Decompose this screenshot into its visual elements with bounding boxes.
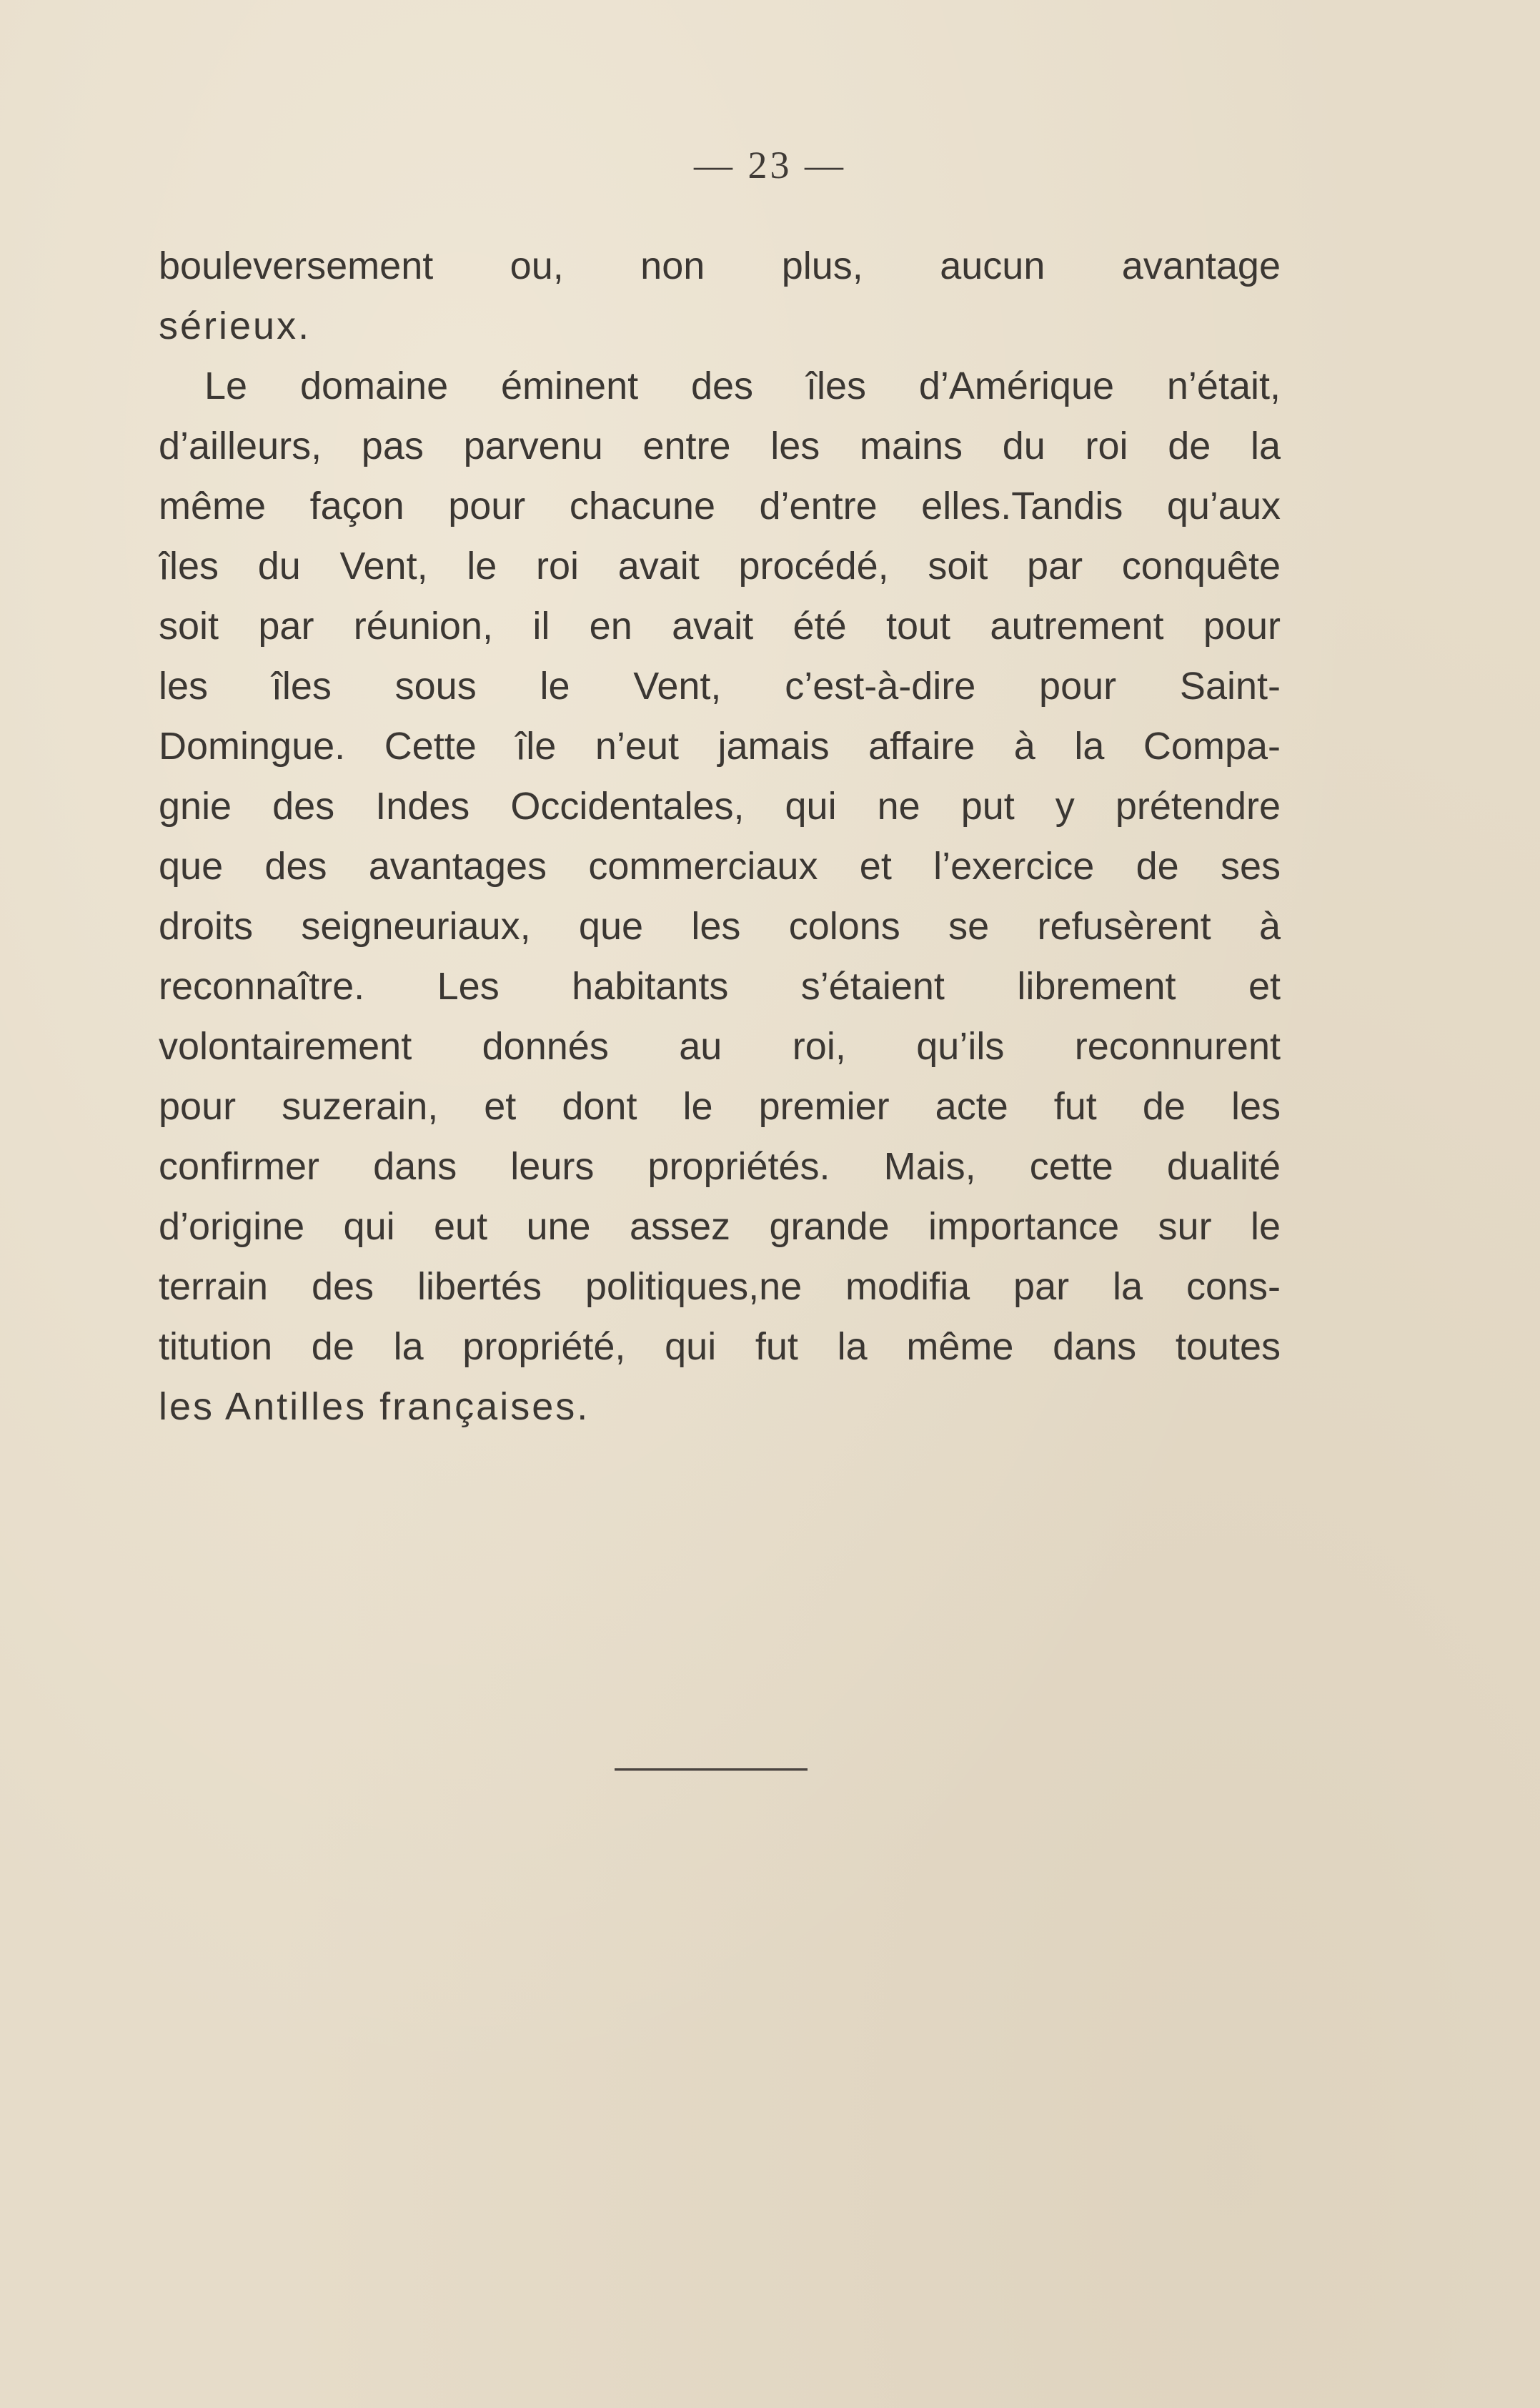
text-line: sérieux.: [159, 304, 312, 347]
text-line: confirmer dans leurs propriétés. Mais, cette dualité: [159, 1145, 1281, 1188]
text-line: bouleversement ou, non plus, aucun avantage: [159, 244, 1281, 287]
text-line: d’ailleurs, pas parvenu entre les mains du roi de la: [159, 425, 1281, 467]
text-line: que des avantages commerciaux et l’exercice de ses: [159, 845, 1281, 888]
text-line: Domingue. Cette île n’eut jamais affaire à la Compa-: [159, 725, 1281, 768]
paragraph-start-line: Le domaine éminent des îles d’Amérique n’était,: [204, 365, 1281, 407]
text-line: les Antilles françaises.: [159, 1385, 590, 1428]
text-line: d’origine qui eut une assez grande importance sur le: [159, 1205, 1281, 1248]
text-line: droits seigneuriaux, que les colons se refusèrent à: [159, 905, 1281, 948]
text-line: gnie des Indes Occidentales, qui ne put y prétendre: [159, 785, 1281, 828]
text-line: pour suzerain, et dont le premier acte fut de les: [159, 1085, 1281, 1128]
text-line: terrain des libertés politiques,ne modifia par la cons-: [159, 1265, 1281, 1308]
page-number: — 23 —: [694, 144, 846, 187]
text-line: titution de la propriété, qui fut la même dans toutes: [159, 1325, 1281, 1368]
text-line: même façon pour chacune d’entre elles.Tandis qu’aux: [159, 485, 1281, 527]
text-line: volontairement donnés au roi, qu’ils reconnurent: [159, 1025, 1281, 1068]
text-line: les îles sous le Vent, c’est-à-dire pour Saint-: [159, 665, 1281, 708]
body-text: [159, 236, 1281, 1437]
section-divider-rule: [615, 1768, 808, 1770]
text-line: reconnaître. Les habitants s’étaient librement et: [159, 965, 1281, 1008]
text-line: îles du Vent, le roi avait procédé, soit par conquête: [159, 545, 1281, 588]
text-line: soit par réunion, il en avait été tout autrement pour: [159, 605, 1281, 648]
